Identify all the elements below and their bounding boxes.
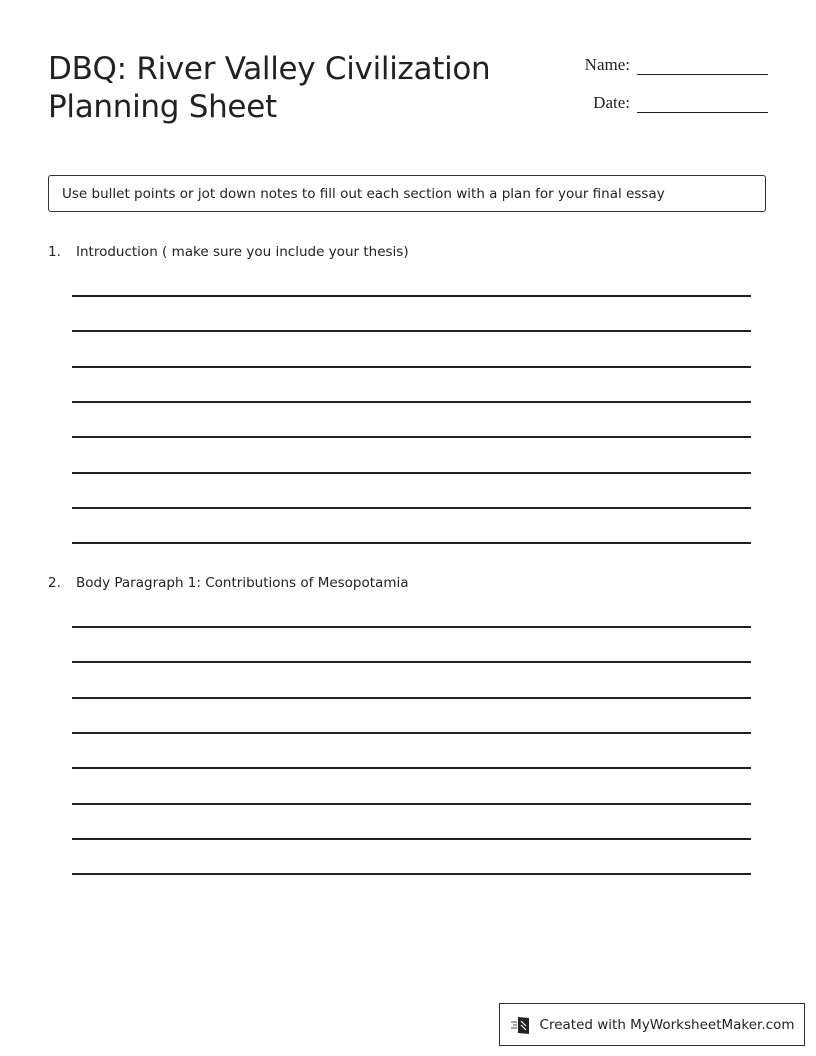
name-field bbox=[550, 52, 768, 75]
answer-line[interactable] bbox=[72, 542, 751, 544]
answer-line[interactable] bbox=[72, 732, 751, 734]
footer-text: Created with MyWorksheetMaker.com bbox=[539, 1016, 795, 1033]
question-number: 2. bbox=[48, 575, 61, 591]
date-field bbox=[550, 90, 768, 113]
answer-line[interactable] bbox=[72, 330, 751, 332]
answer-line[interactable] bbox=[72, 626, 751, 628]
title-line-2: Planning Sheet bbox=[48, 89, 277, 125]
question-1 bbox=[48, 244, 409, 260]
date-blank[interactable] bbox=[637, 90, 768, 113]
date-label: Date: bbox=[593, 93, 630, 112]
answer-line[interactable] bbox=[72, 661, 751, 663]
answer-line[interactable] bbox=[72, 803, 751, 805]
answer-line[interactable] bbox=[72, 366, 751, 368]
instructions-box: Use bullet points or jot down notes to fill out each section with a plan for your final essay bbox=[48, 175, 766, 212]
answer-line[interactable] bbox=[72, 472, 751, 474]
page-title bbox=[48, 50, 490, 126]
question-number: 1. bbox=[48, 244, 61, 260]
name-blank[interactable] bbox=[637, 52, 768, 75]
question-text: Body Paragraph 1: Contributions of Mesopotamia bbox=[76, 575, 409, 591]
answer-line[interactable] bbox=[72, 767, 751, 769]
answer-line[interactable] bbox=[72, 401, 751, 403]
name-label: Name: bbox=[584, 55, 630, 74]
question-2 bbox=[48, 575, 409, 591]
answer-line[interactable] bbox=[72, 295, 751, 297]
answer-line[interactable] bbox=[72, 838, 751, 840]
answer-line[interactable] bbox=[72, 507, 751, 509]
worksheet-logo-icon bbox=[510, 1014, 532, 1036]
answer-line[interactable] bbox=[72, 697, 751, 699]
footer-badge[interactable] bbox=[499, 1003, 805, 1046]
question-text: Introduction ( make sure you include your thesis) bbox=[76, 244, 409, 260]
answer-line[interactable] bbox=[72, 436, 751, 438]
answer-line[interactable] bbox=[72, 873, 751, 875]
title-line-1: DBQ: River Valley Civilization bbox=[48, 51, 491, 87]
